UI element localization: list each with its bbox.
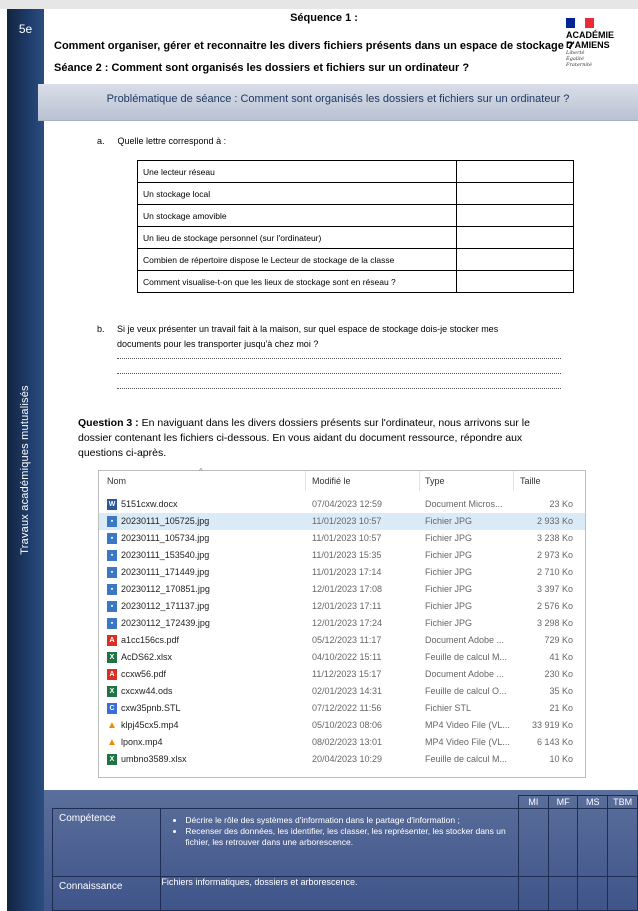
file-name: cxw35pnb.STL (121, 703, 181, 713)
file-row[interactable] (99, 513, 585, 530)
file-size: 2 710 Ko (536, 567, 573, 577)
column-separator[interactable] (513, 471, 514, 491)
academy-logo (566, 18, 628, 68)
competence-label: Compétence (53, 809, 161, 877)
answer-line[interactable] (117, 388, 561, 389)
pdf-icon: A (107, 669, 117, 680)
column-separator[interactable] (419, 471, 420, 491)
match-answer-cell[interactable] (457, 227, 574, 249)
file-type: Fichier JPG (425, 584, 473, 594)
file-row[interactable] (99, 496, 585, 513)
question-3: Question 3 : En naviguant dans les divers dossiers présents sur l'ordinateur, nous arrivons sur le dossier contenant les fichiers ci-dessous. En vous aidant du document ressource, répondre aux questions ci-après. (78, 417, 530, 459)
answer-line[interactable] (117, 358, 561, 359)
image-icon: ▪ (107, 567, 117, 578)
file-date: 02/01/2023 14:31 (312, 686, 383, 696)
eval-cell[interactable] (608, 809, 638, 877)
eval-cell[interactable] (519, 877, 549, 911)
match-row (138, 271, 574, 293)
file-type: Fichier JPG (425, 601, 473, 611)
match-row (138, 205, 574, 227)
column-header-name[interactable]: Nom (107, 476, 127, 486)
letter-match-table (137, 160, 574, 293)
file-size: 35 Ko (549, 686, 573, 696)
level-mi: MI (519, 796, 549, 809)
file-explorer (98, 467, 586, 778)
file-type: Document Adobe ... (425, 669, 505, 679)
eval-cell[interactable] (578, 877, 608, 911)
file-name: 20230111_171449.jpg (121, 567, 210, 577)
answer-line[interactable] (117, 373, 561, 374)
vlc-icon: ▲ (107, 737, 117, 748)
file-row[interactable] (99, 581, 585, 598)
file-size: 21 Ko (549, 703, 573, 713)
file-size: 2 576 Ko (536, 601, 573, 611)
image-icon: ▪ (107, 516, 117, 527)
image-icon: ▪ (107, 601, 117, 612)
match-question: Un stockage amovible (138, 205, 457, 227)
match-answer-cell[interactable] (457, 183, 574, 205)
match-answer-cell[interactable] (457, 249, 574, 271)
file-type: Feuille de calcul M... (425, 754, 508, 764)
file-row[interactable] (99, 547, 585, 564)
top-strip (0, 0, 638, 9)
match-row (138, 161, 574, 183)
match-question: Combien de répertoire dispose le Lecteur de stockage de la classe (138, 249, 457, 271)
column-header-type[interactable]: Type (425, 476, 445, 486)
file-type: Document Micros... (425, 499, 503, 509)
connaissance-label: Connaissance (53, 877, 161, 911)
file-size: 6 143 Ko (536, 737, 573, 747)
file-date: 12/01/2023 17:11 (312, 601, 382, 611)
file-size: 2 973 Ko (536, 550, 573, 560)
eval-cell[interactable] (608, 877, 638, 911)
file-row[interactable] (99, 615, 585, 632)
file-date: 11/01/2023 15:35 (312, 550, 382, 560)
file-row[interactable] (99, 632, 585, 649)
file-type: Document Adobe ... (425, 635, 505, 645)
file-name: lponx.mp4 (121, 737, 163, 747)
file-name: 20230111_105725.jpg (121, 516, 210, 526)
file-date: 11/01/2023 17:14 (312, 567, 382, 577)
sequence-question: Comment organiser, gérer et reconnaitre les divers fichiers présents dans un espace de stockage ? (54, 40, 574, 52)
file-row[interactable] (99, 530, 585, 547)
file-size: 729 Ko (544, 635, 573, 645)
file-type: Feuille de calcul O... (425, 686, 507, 696)
file-name: a1cc156cs.pdf (121, 635, 180, 645)
match-answer-cell[interactable] (457, 205, 574, 227)
file-date: 07/04/2023 12:59 (312, 499, 383, 509)
file-name: 20230112_172439.jpg (121, 618, 210, 628)
evaluation-grid (52, 795, 638, 911)
eval-cell[interactable] (548, 877, 578, 911)
match-question: Une lecteur réseau (138, 161, 457, 183)
eval-cell[interactable] (578, 809, 608, 877)
file-name: 20230111_153540.jpg (121, 550, 210, 560)
file-row[interactable] (99, 700, 585, 717)
file-row[interactable] (99, 649, 585, 666)
file-name: umbno3589.xlsx (121, 754, 187, 764)
word-icon: W (108, 501, 116, 508)
file-size: 33 919 Ko (531, 720, 573, 730)
file-name: cxcxw44.ods (121, 686, 173, 696)
pdf-icon: A (107, 635, 117, 646)
file-type: Fichier JPG (425, 567, 473, 577)
grade-label: 5e (18, 22, 33, 36)
file-date: 05/12/2023 11:17 (312, 635, 382, 645)
file-name: ccxw56.pdf (121, 669, 167, 679)
file-size: 10 Ko (549, 754, 573, 764)
column-header-modified[interactable]: Modifié le (312, 476, 351, 486)
file-date: 11/01/2023 10:57 (312, 516, 382, 526)
image-icon: ▪ (107, 618, 117, 629)
file-list (99, 496, 585, 768)
match-answer-cell[interactable] (457, 271, 574, 293)
match-question: Comment visualise-t-on que les lieux de stockage sont en réseau ? (138, 271, 457, 293)
image-icon: ▪ (107, 533, 117, 544)
image-icon: ▪ (107, 550, 117, 561)
file-size: 41 Ko (549, 652, 573, 662)
file-name: 5151cxw.docx (121, 499, 178, 509)
file-row[interactable] (99, 666, 585, 683)
file-row[interactable] (99, 598, 585, 615)
stl-icon: C (107, 703, 117, 714)
file-date: 04/10/2022 15:11 (312, 652, 382, 662)
question-b: b. Si je veux présenter un travail fait à la maison, sur quel espace de stockage dois-je stocker mes documents pour les transporter jusqu'à chez moi ? (97, 324, 499, 349)
file-date: 11/01/2023 10:57 (312, 533, 382, 543)
file-size: 230 Ko (544, 669, 573, 679)
column-header-size[interactable]: Taille (520, 476, 541, 486)
match-row (138, 227, 574, 249)
vlc-icon: ▲ (107, 720, 117, 731)
file-date: 05/10/2023 08:06 (312, 720, 383, 730)
file-row[interactable] (99, 734, 585, 751)
file-type: Feuille de calcul M... (425, 652, 508, 662)
file-type: MP4 Video File (VL... (425, 737, 510, 747)
eval-cell[interactable] (519, 809, 549, 877)
file-size: 23 Ko (549, 499, 573, 509)
file-date: 11/12/2023 15:17 (312, 669, 382, 679)
column-separator[interactable] (305, 471, 306, 491)
match-question: Un lieu de stockage personnel (sur l'ordinateur) (138, 227, 457, 249)
file-name: AcDS62.xlsx (121, 652, 173, 662)
match-row (138, 183, 574, 205)
file-type: MP4 Video File (VL... (425, 720, 510, 730)
file-name: klpj45cx5.mp4 (121, 720, 179, 730)
file-type: Fichier JPG (425, 550, 473, 560)
match-row (138, 249, 574, 271)
level-tbm: TBM (608, 796, 638, 809)
level-mf: MF (548, 796, 578, 809)
file-row[interactable] (99, 683, 585, 700)
seance-title: Séance 2 : Comment sont organisés les dossiers et fichiers sur un ordinateur ? (54, 62, 470, 74)
eval-cell[interactable] (548, 809, 578, 877)
file-date: 12/01/2023 17:08 (312, 584, 383, 594)
file-row[interactable] (99, 717, 585, 734)
file-date: 12/01/2023 17:24 (312, 618, 383, 628)
file-type: Fichier JPG (425, 516, 473, 526)
competence-description (161, 809, 519, 877)
file-date: 20/04/2023 10:29 (312, 754, 383, 764)
file-size: 3 238 Ko (536, 533, 573, 543)
republic-motto: Liberté Égalité Fraternité (566, 50, 592, 68)
file-date: 07/12/2022 11:56 (312, 703, 382, 713)
file-size: 3 298 Ko (536, 618, 573, 628)
file-name: 20230111_105734.jpg (121, 533, 210, 543)
excel-icon: X (107, 652, 117, 663)
file-type: Fichier JPG (425, 618, 473, 628)
file-name: 20230112_171137.jpg (121, 601, 210, 611)
match-answer-cell[interactable] (457, 161, 574, 183)
competence-item: • Recenser des données, les identifier, les classer, les représenter, les stocker dans un fichier, les retrouver dans une arborescence. (185, 826, 518, 848)
image-icon: ▪ (107, 584, 117, 595)
file-name: 20230112_170851.jpg (121, 584, 210, 594)
file-size: 2 933 Ko (536, 516, 573, 526)
competence-item: • Décrire le rôle des systèmes d'information dans le partage d'information ; (185, 815, 518, 826)
academy-name: ACADÉMIE D'AMIENS (566, 30, 615, 50)
file-size: 3 397 Ko (536, 584, 573, 594)
excel-icon: X (107, 754, 117, 765)
file-date: 08/02/2023 13:01 (312, 737, 383, 747)
sort-arrow-icon[interactable]: ^ (199, 467, 203, 476)
problematique-text: Problématique de séance : Comment sont organisés les dossiers et fichiers sur un ordinateur ? (106, 93, 570, 105)
level-ms: MS (578, 796, 608, 809)
question-a: a. Quelle lettre correspond à : (97, 136, 227, 146)
ods-icon: X (107, 686, 117, 697)
file-type: Fichier JPG (425, 533, 473, 543)
file-row[interactable] (99, 564, 585, 581)
match-question: Un stockage local (138, 183, 457, 205)
file-type: Fichier STL (425, 703, 472, 713)
connaissance-text: Fichiers informatiques, dossiers et arborescence. (161, 877, 519, 911)
french-flag-icon (566, 18, 594, 28)
sequence-title: Séquence 1 : (290, 12, 358, 24)
file-row[interactable] (99, 751, 585, 768)
sidebar-vertical-text: Travaux académiques mutualisés (19, 385, 31, 555)
